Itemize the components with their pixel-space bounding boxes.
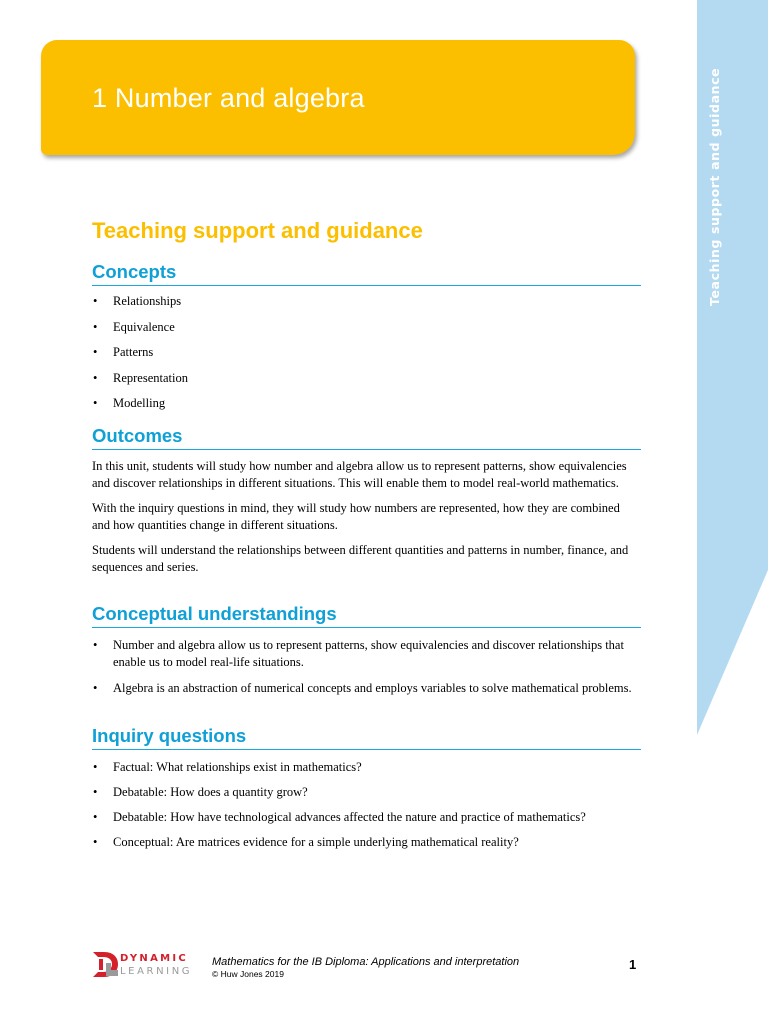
chapter-title: 1 Number and algebra [92,83,365,113]
logo-word-top: DYNAMIC [120,953,189,964]
list-item: • Relationships [92,294,641,309]
logo-mark-icon [92,950,120,980]
outcomes-paragraph: With the inquiry questions in mind, they will study how numbers are represented, how they are combined and how quantities change in different situations. [92,501,620,532]
conceptual-understandings-list [92,637,641,697]
inquiry-questions-section [92,724,641,851]
list-item: • Patterns [92,345,641,360]
page-number: 1 [629,957,637,972]
chapter-banner [41,40,635,155]
inquiry-questions-heading: Inquiry questions [92,724,641,750]
list-item: • Debatable: How have technological advances affected the nature and practice of mathematics? [92,809,641,826]
list-item: • Debatable: How does a quantity grow? [92,784,641,801]
list-item: • Conceptual: Are matrices evidence for a simple underlying mathematical reality? [92,834,641,851]
list-item: • Representation [92,371,641,386]
book-title: Mathematics for the IB Diploma: Applications and interpretation [212,956,520,968]
list-item: • Modelling [92,396,641,411]
outcomes-section [92,424,641,576]
inquiry-questions-list [92,759,641,851]
logo-word-bottom: LEARNING [120,966,193,977]
page-title: Teaching support and guidance [92,218,423,243]
dynamic-learning-logo [92,950,206,980]
outcomes-paragraph: In this unit, students will study how number and algebra allow us to represent patterns, show equivalencies and discover relationships in different situations. This will enable them to model real-world mathematics. [92,459,627,490]
conceptual-understandings-heading: Conceptual understandings [92,602,641,628]
copyright: © Huw Jones 2019 [212,969,284,979]
concepts-section [92,260,641,411]
concepts-heading: Concepts [92,260,641,286]
side-tab-label: Teaching support and guidance [707,67,722,306]
concepts-list [92,294,641,411]
conceptual-understandings-section [92,602,641,697]
list-item: • Algebra is an abstraction of numerical concepts and employs variables to solve mathematical problems. [92,680,641,697]
outcomes-paragraph: Students will understand the relationships between different quantities and patterns in number, finance, and sequences and series. [92,543,629,574]
footer-info [212,956,519,980]
list-item: • Equivalence [92,320,641,335]
outcomes-heading: Outcomes [92,424,641,450]
list-item: • Factual: What relationships exist in mathematics? [92,759,641,776]
list-item: • Number and algebra allow us to represent patterns, show equivalencies and discover relationships that enable us to model real-life situations. [92,637,641,671]
